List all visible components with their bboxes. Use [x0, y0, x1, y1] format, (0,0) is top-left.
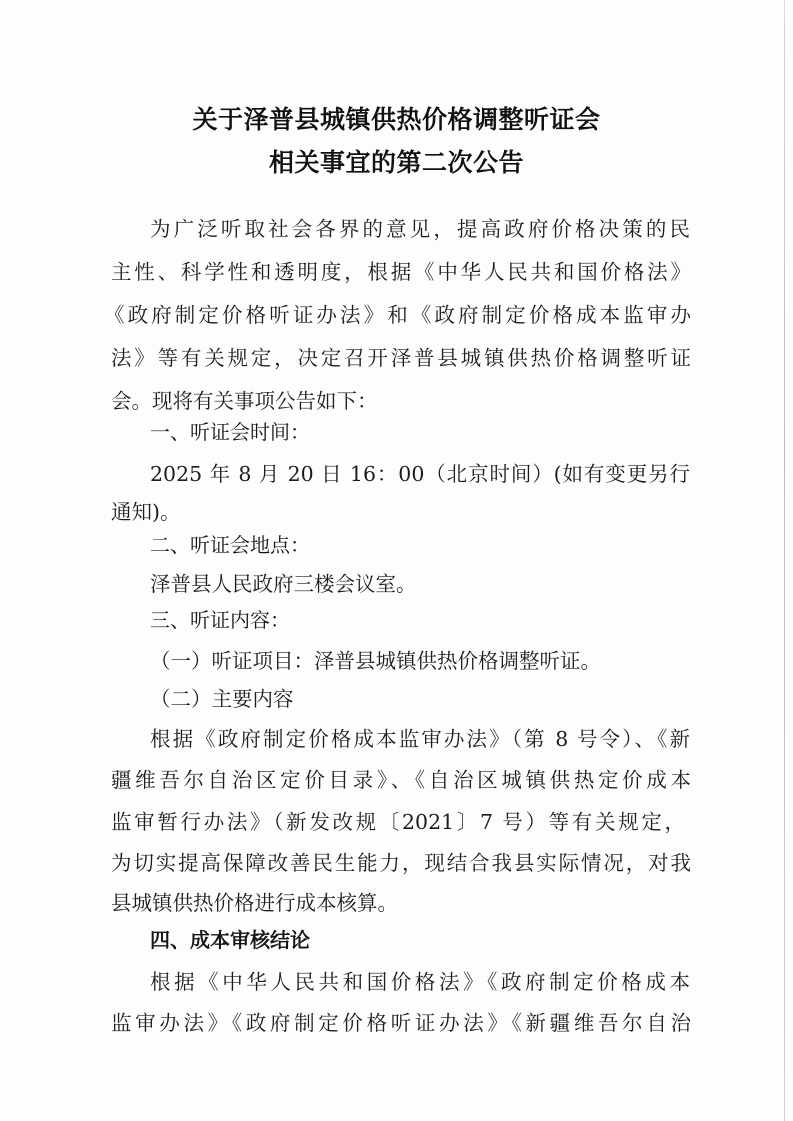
section-4-heading: 四、成本审核结论	[150, 928, 310, 952]
section-3-line-5: 县城镇供热价格进行成本核算。	[111, 891, 398, 915]
intro-line-2: 主性、科学性和透明度，根据《中华人民共和国价格法》	[111, 260, 691, 284]
section-3-line-3: 监审暂行办法》（新发改规〔2021〕7 号）等有关规定，	[111, 810, 685, 834]
section-3-heading: 三、听证内容：	[150, 608, 290, 632]
intro-line-3: 《政府制定价格听证办法》和《政府制定价格成本监审办	[104, 303, 691, 327]
section-3-line-2: 疆维吾尔自治区定价目录》、《自治区城镇供热定价成本	[111, 768, 691, 792]
section-2-text: 泽普县人民政府三楼会议室。	[150, 572, 417, 596]
section-2-heading: 二、听证会地点：	[150, 533, 310, 557]
section-4-line-1: 根据《中华人民共和国价格法》《政府制定价格成本	[150, 970, 690, 994]
document-title-line-1: 关于泽普县城镇供热价格调整听证会	[192, 105, 601, 134]
section-1-heading: 一、听证会时间：	[150, 420, 310, 444]
section-3-item-1: （一）听证项目：泽普县城镇供热价格调整听证。	[150, 649, 601, 673]
section-1-line-1: 2025 年 8 月 20 日 16：00（北京时间）(如有变更另行	[150, 462, 690, 486]
section-3-item-2: （二）主要内容	[150, 687, 294, 711]
intro-line-4: 法》等有关规定，决定召开泽普县城镇供热价格调整听证	[111, 346, 691, 370]
document-title-line-2: 相关事宜的第二次公告	[268, 148, 524, 177]
section-3-line-4: 为切实提高保障改善民生能力，现结合我县实际情况，对我	[111, 851, 691, 875]
section-3-line-1: 根据《政府制定价格成本监审办法》（第 8 号令）、《新	[150, 727, 690, 751]
section-1-line-2: 通知)。	[111, 500, 181, 524]
intro-line-1: 为广泛听取社会各界的意见，提高政府价格决策的民	[150, 217, 690, 241]
intro-line-5: 会。现将有关事项公告如下：	[111, 389, 378, 413]
section-4-line-2: 监审办法》《政府制定价格听证办法》《新疆维吾尔自治	[111, 1011, 691, 1035]
